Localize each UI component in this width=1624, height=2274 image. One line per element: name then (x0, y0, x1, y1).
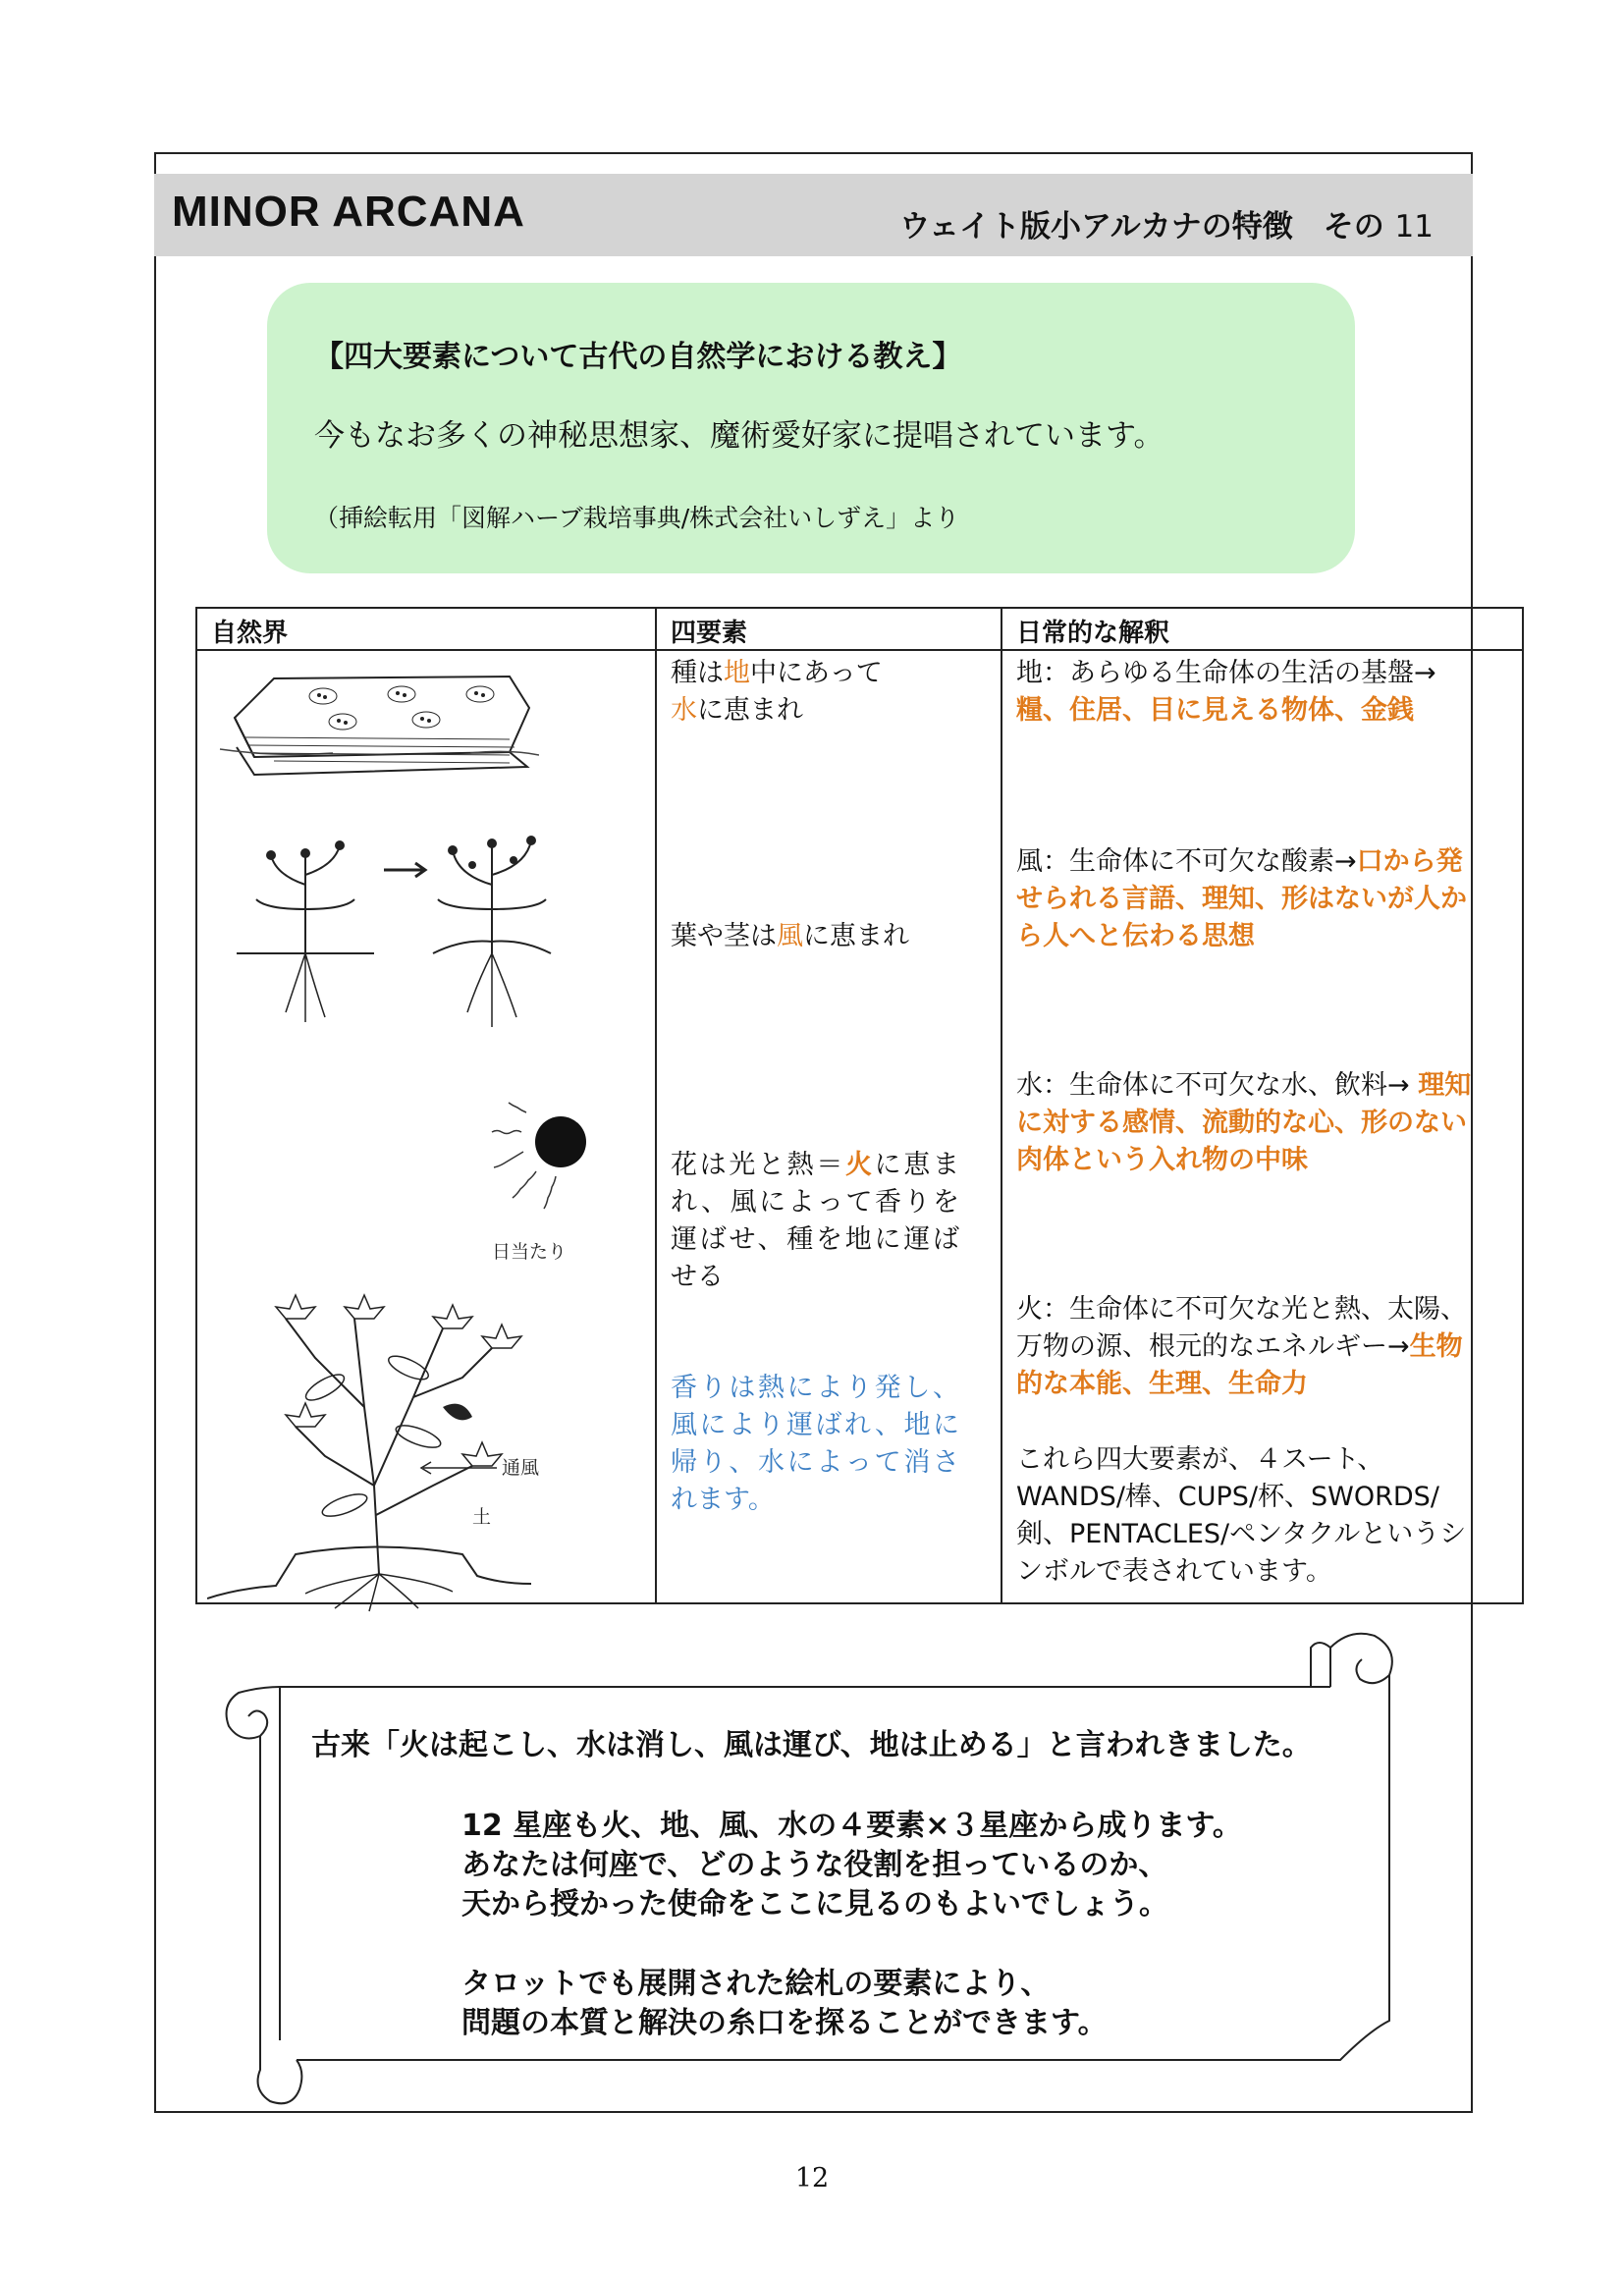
intro-body: 今もなお多くの神秘思想家、魔術愛好家に提唱されています。 (314, 418, 1164, 454)
leaf-text (671, 918, 909, 955)
air-highlight: 口から発せられる言語、理知、形はないが人から人へと伝わる思想 (1016, 846, 1467, 951)
flower-text (671, 1147, 959, 1296)
water-highlight: 理知に対する感情、流動的な心、形のない肉体という入れ物の中味 (1016, 1070, 1472, 1175)
earth-highlight: 糧、住居、目に見える物体、金銭 (1016, 695, 1414, 726)
suits-text: これら四大要素が、４スート、WANDS/棒、CUPS/杯、SWORDS/剣、PENTACLES/ペンタクルというシンボルで表されています。 (1016, 1444, 1467, 1587)
earth-lead: 地：あらゆる生命体の生活の基盤→ (1016, 658, 1436, 688)
sun-illustration (453, 1083, 620, 1270)
seed-p2: 中にあって (750, 658, 883, 688)
seed-text (671, 655, 883, 730)
air-lead: 風：生命体に不可欠な酸素→ (1016, 846, 1357, 877)
intro-credit: （挿絵転用「図解ハーブ栽培事典/株式会社いしずえ」より (314, 504, 960, 532)
flower-p2: に恵まれ、風によって香りを運ばせ、種を地に運ばせる (671, 1150, 960, 1292)
interpretation-cell (1001, 650, 1523, 1603)
intro-box (267, 283, 1355, 573)
page-number: 12 (794, 2163, 830, 2193)
flower-fire: 火 (845, 1150, 875, 1180)
header-four-elements: 四要素 (656, 608, 1001, 650)
seed-earth: 地 (724, 658, 750, 688)
flowering-plant-illustration (207, 1260, 620, 1613)
brand-title: MINOR ARCANA (172, 188, 525, 236)
scroll-lead: 古来「火は起こし、水は消し、風は運び、地は止める」と言われきました。 (311, 1728, 1312, 1762)
air-text (1016, 843, 1486, 955)
nature-illustration-cell (196, 650, 656, 1603)
header-interpretation: 日常的な解釈 (1001, 608, 1523, 650)
four-elements-cell (656, 650, 1001, 1603)
scroll-line: 問題の本質と解決の糸口を探ることができます。 (461, 2006, 1108, 2040)
section-subtitle (899, 201, 1434, 245)
wind-label: 通風 (502, 1457, 540, 1479)
water-text (1016, 1067, 1486, 1179)
scroll-line: 天から授かった使命をここに見るのもよいでしょう。 (461, 1887, 1168, 1922)
table-body-row (196, 650, 1523, 1603)
seed-water: 水 (671, 695, 697, 726)
sun-label: 日当たり (492, 1241, 568, 1263)
leaf-p2: に恵まれ (803, 921, 909, 951)
subtitle-number: 11 (1394, 209, 1434, 244)
scroll-line: タロットでも展開された絵札の要素により、 (461, 1967, 1051, 2001)
leaf-air: 風 (777, 921, 803, 951)
header-nature: 自然界 (196, 608, 656, 650)
leaf-p1: 葉や茎は (671, 921, 777, 951)
scroll-line: あなたは何座で、どのような役割を担っているのか、 (461, 1848, 1168, 1882)
fire-lead: 火：生命体に不可欠な光と熱、太陽、万物の源、根元的なエネルギー→ (1016, 1294, 1467, 1362)
seed-p3: に恵まれ (697, 695, 803, 726)
young-plants-illustration (237, 816, 600, 1042)
scroll-paragraph-2 (461, 1965, 1108, 2043)
flower-p1: 花は光と熱＝ (671, 1150, 845, 1180)
table-header-row (196, 608, 1523, 650)
earth-text (1016, 655, 1486, 730)
water-lead: 水：生命体に不可欠な水、飲料→ (1016, 1070, 1419, 1101)
seed-p1: 種は (671, 658, 724, 688)
scroll-banner (221, 1628, 1419, 2119)
page-header (154, 174, 1473, 256)
fire-highlight: 生物的な本能、生理、生命力 (1016, 1331, 1463, 1399)
intro-title: 【四大要素について古代の自然学における教え】 (314, 340, 962, 374)
scent-text: 香りは熱により発し、風により運ばれ、地に帰り、水によって消されます。 (671, 1373, 959, 1515)
scroll-paragraph-1 (461, 1807, 1242, 1924)
elements-table (195, 607, 1524, 1604)
scroll-line: 12 星座も火、地、風、水の４要素×３星座から成ります。 (461, 1809, 1242, 1843)
soil-label: 土 (472, 1506, 492, 1528)
subtitle-text: ウェイト版小アルカナの特徴 その (899, 209, 1384, 244)
fire-text (1016, 1291, 1486, 1403)
seed-bed-illustration (215, 659, 539, 786)
